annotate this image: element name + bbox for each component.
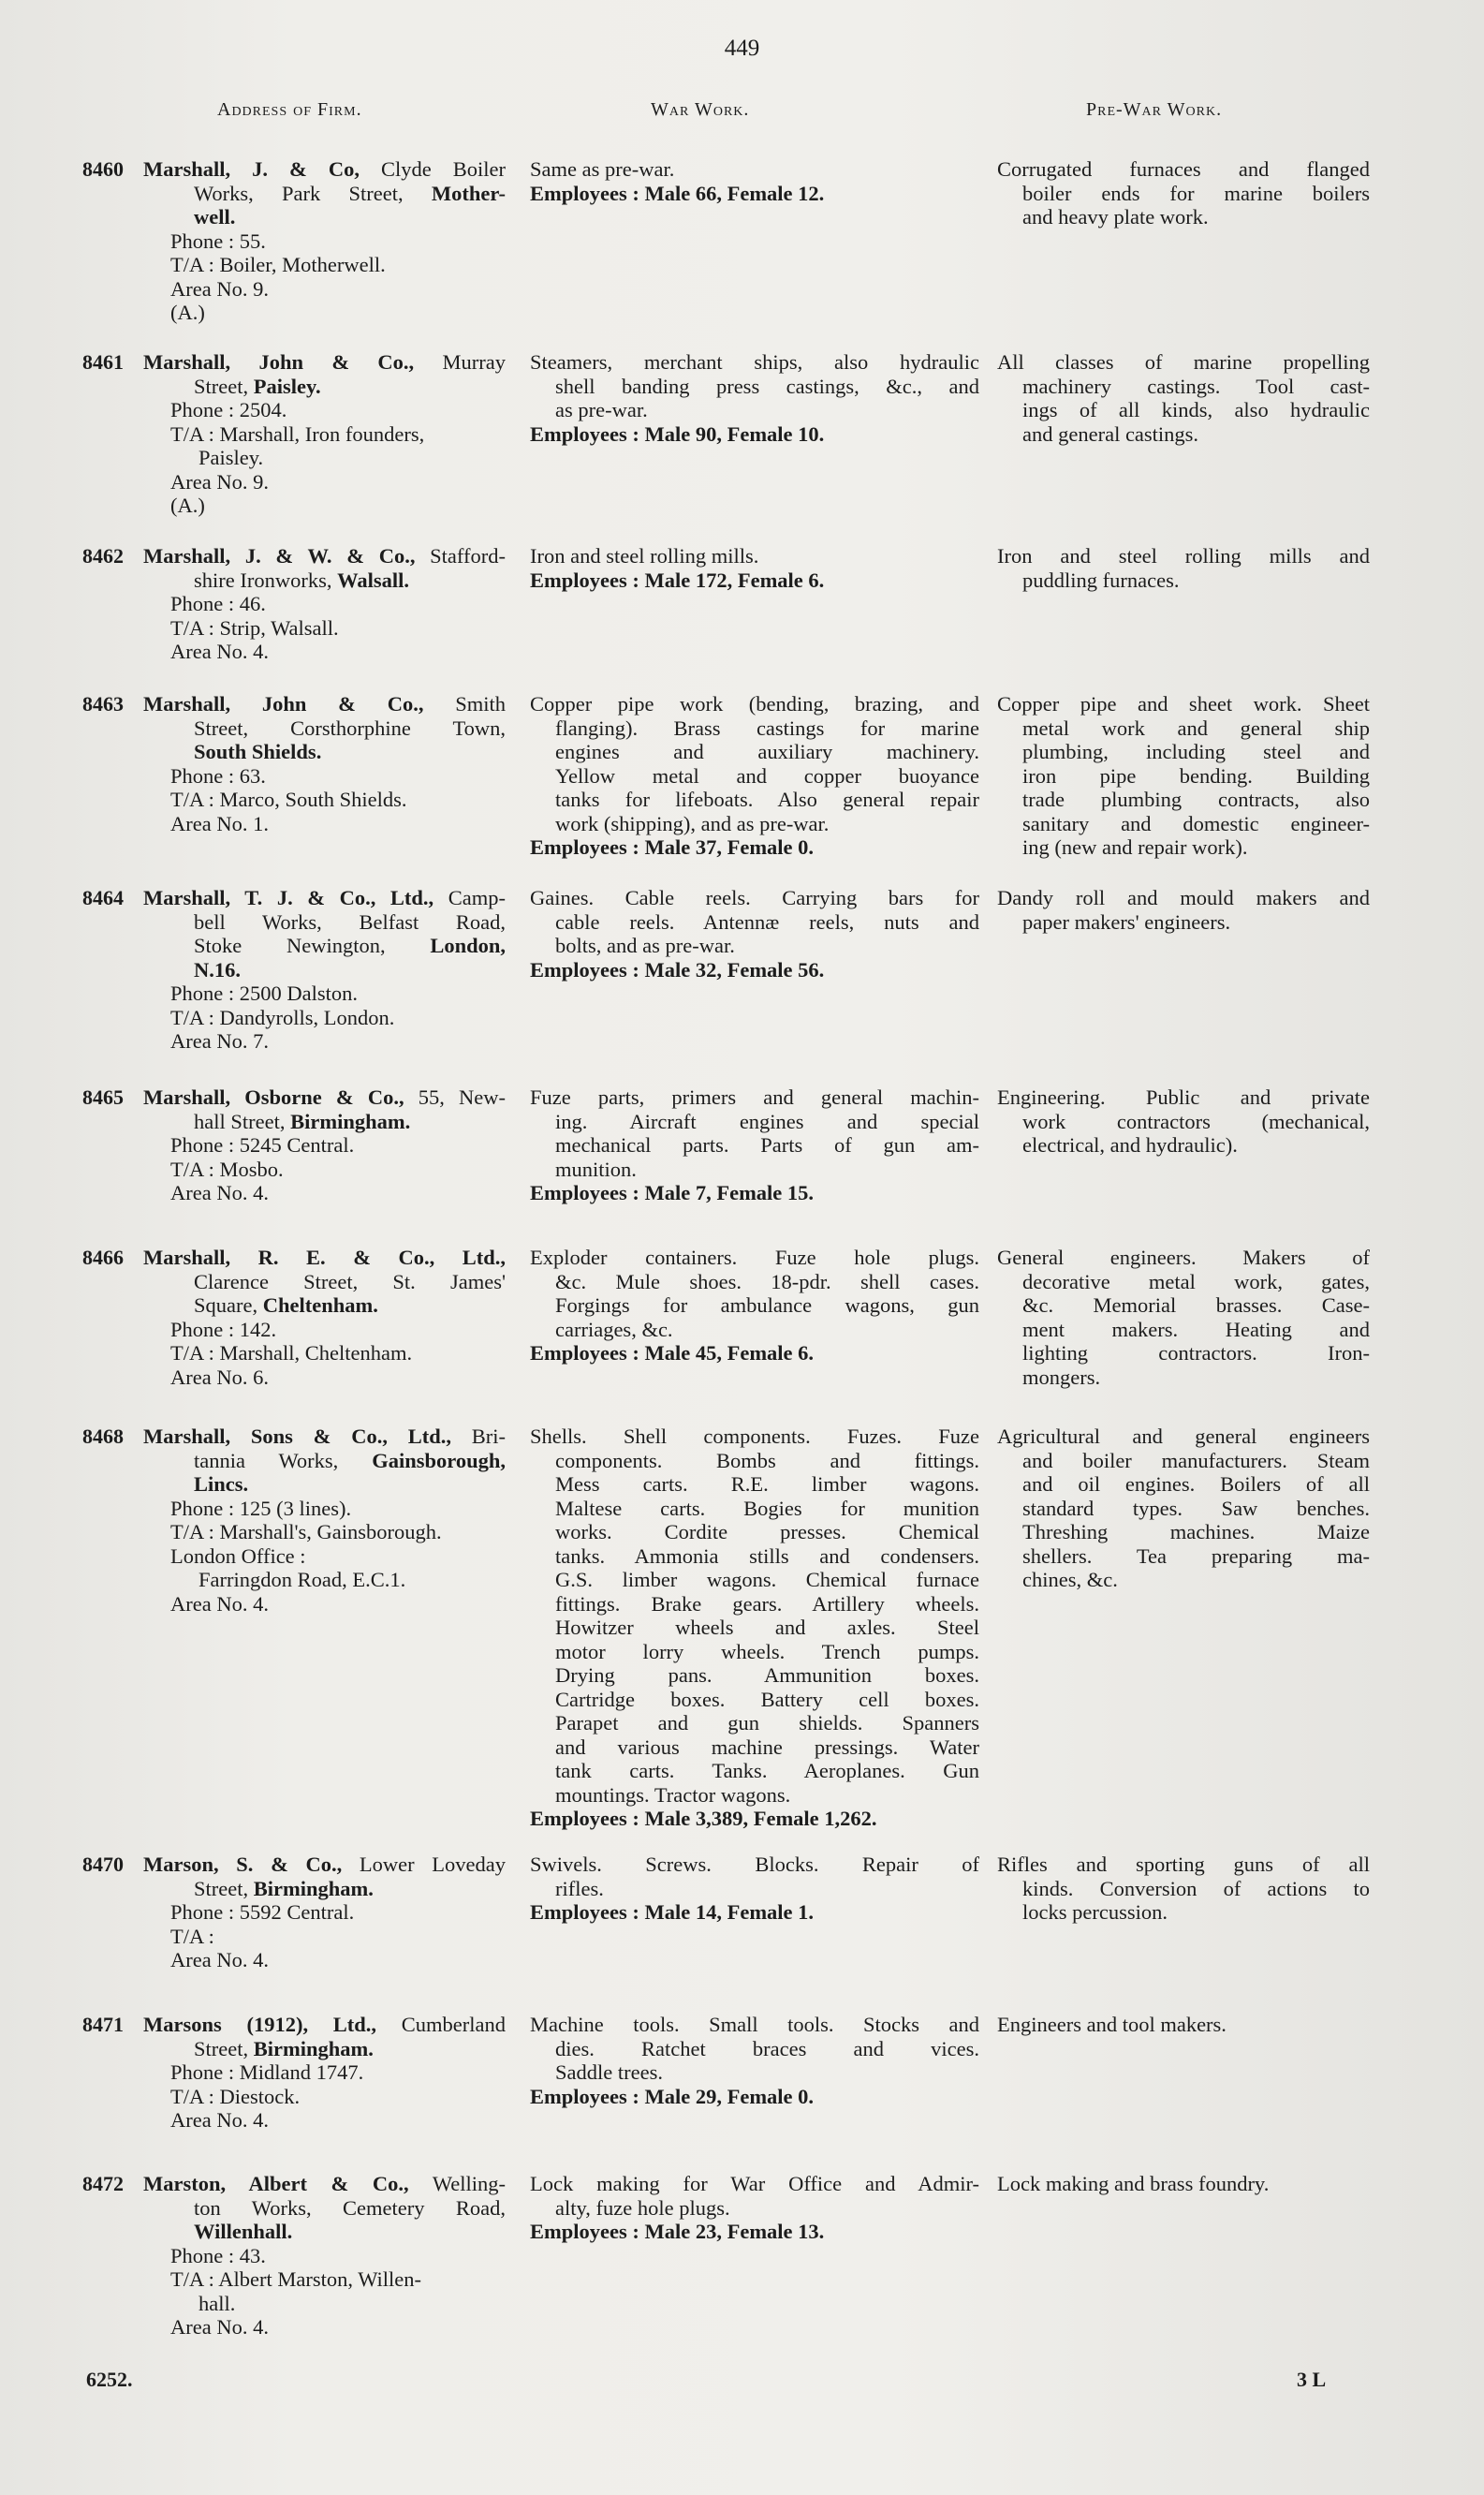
war-work-line: carriages, &c.: [555, 1317, 673, 1341]
prewar-work: [997, 2013, 1370, 2037]
detail-line: Area No. 7.: [170, 1029, 269, 1053]
prewar-work: [997, 544, 1370, 592]
address-text: shire Ironworks,: [194, 568, 338, 592]
firm-name-bold: Birmingham.: [253, 1876, 374, 1900]
detail-line: hall.: [198, 2291, 236, 2315]
war-work-line: Drying pans. Ammunition boxes.: [555, 1663, 979, 1687]
war-work-line: Same as pre-war.: [530, 157, 675, 181]
firm-name-bold: N.16.: [194, 957, 241, 982]
war-work-line: dies. Ratchet braces and vices.: [555, 2036, 979, 2060]
war-work-line: Machine tools. Small tools. Stocks and: [530, 2013, 979, 2036]
war-work-line: and various machine pressings. Water: [555, 1735, 979, 1759]
firm-name-bold: Paisley.: [253, 374, 321, 398]
war-work: [530, 692, 979, 860]
war-work: [530, 1246, 979, 1366]
firm-name-bold: Marshall, Osborne & Co.,: [143, 1085, 404, 1109]
address-text: Street,: [194, 374, 254, 398]
war-work-line: Maltese carts. Bogies for munition: [555, 1496, 979, 1520]
firm-name-bold: Gainsborough,: [372, 1448, 506, 1472]
prewar-work-line: ings of all kinds, also hydraulic: [1022, 398, 1370, 421]
prewar-work-line: Iron and steel rolling mills and: [997, 544, 1370, 568]
firm-name-bold: Marshall, J. & W. & Co.,: [143, 544, 416, 568]
detail-line: Phone : 55.: [170, 229, 266, 253]
prewar-work-line: work contractors (mechanical,: [1022, 1109, 1370, 1133]
prewar-work-line: Engineers and tool makers.: [997, 2013, 1227, 2036]
war-work-line: Gaines. Cable reels. Carrying bars for: [530, 886, 979, 909]
address-text: ton Works, Cemetery Road,: [194, 2195, 506, 2220]
entry-number: 8463: [82, 692, 124, 716]
address-line: [143, 182, 506, 206]
prewar-work-line: decorative metal work, gates,: [1022, 1269, 1370, 1293]
firm-details: [170, 398, 536, 518]
war-work-line: engines and auxiliary machinery.: [555, 740, 979, 763]
address-text: Street,: [194, 1876, 254, 1900]
prewar-work-line: Agricultural and general engineers: [997, 1425, 1370, 1448]
column-header-address: Address of Firm.: [217, 99, 362, 120]
address-text: Clarence Street, St. James': [194, 1269, 506, 1293]
war-work-line: munition.: [555, 1157, 637, 1181]
firm-name-bold: South Shields.: [194, 740, 322, 763]
address-text: Camp-: [433, 886, 506, 909]
address-line: [143, 1110, 506, 1134]
war-work-line: Copper pipe work (bending, brazing, and: [530, 692, 979, 716]
detail-line: Area No. 4.: [170, 2108, 269, 2132]
firm-details: [170, 1318, 536, 1390]
prewar-work-line: and general castings.: [1022, 421, 1199, 446]
prewar-work-line: Lock making and brass foundry.: [997, 2172, 1270, 2195]
address-line: [143, 1270, 506, 1294]
firm-address: [143, 544, 506, 592]
address-text: Bri-: [450, 1425, 506, 1448]
address-text: Works, Park Street,: [194, 181, 432, 205]
address-line: [143, 910, 506, 935]
address-text: Stafford-: [415, 544, 506, 568]
detail-line: Area No. 9.: [170, 276, 269, 301]
entry-number: 8465: [82, 1085, 124, 1109]
war-work-line: Saddle trees.: [555, 2060, 663, 2084]
war-work-line: rifles.: [555, 1876, 604, 1900]
war-work-line: Cartridge boxes. Battery cell boxes.: [555, 1687, 979, 1711]
detail-line: T/A : Marshall, Cheltenham.: [170, 1341, 413, 1365]
firm-address: [143, 886, 506, 982]
firm-address: [143, 1246, 506, 1318]
footer-code: 6252.: [86, 2368, 133, 2391]
firm-name-bold: Marsons (1912), Ltd.,: [143, 2013, 377, 2036]
prewar-work-line: lighting contractors. Iron-: [1022, 1341, 1370, 1365]
employees-count: Employees : Male 29, Female 0.: [530, 2084, 815, 2108]
firm-name-bold: Marston, Albert & Co.,: [143, 2172, 409, 2195]
firm-address: [143, 1425, 506, 1497]
prewar-work-line: Threshing machines. Maize: [1022, 1520, 1370, 1543]
detail-line: T/A : Strip, Walsall.: [170, 615, 339, 640]
detail-line: London Office :: [170, 1543, 306, 1568]
detail-line: Phone : 142.: [170, 1317, 277, 1341]
war-work-line: components. Bombs and fittings.: [555, 1448, 979, 1472]
address-text: Street, Corsthorphine Town,: [194, 716, 506, 740]
war-work-line: shell banding press castings, &c., and: [555, 374, 979, 398]
firm-name-bold: Birmingham.: [290, 1109, 411, 1133]
war-work-line: Forgings for ambulance wagons, gun: [555, 1293, 979, 1317]
firm-name-bold: Marshall, T. J. & Co., Ltd.,: [143, 886, 434, 909]
detail-line: T/A : Marshall's, Gainsborough.: [170, 1520, 442, 1543]
entry-number: 8470: [82, 1853, 124, 1876]
detail-line: T/A : Dandyrolls, London.: [170, 1005, 395, 1029]
firm-details: [170, 764, 536, 836]
firm-details: [170, 229, 536, 325]
employees-count: Employees : Male 66, Female 12.: [530, 181, 825, 205]
war-work-line: fittings. Brake gears. Artillery wheels.: [555, 1591, 979, 1616]
firm-name-bold: Marshall, J. & Co,: [143, 157, 360, 181]
prewar-work-line: metal work and general ship: [1022, 716, 1370, 740]
firm-name-bold: Marson, S. & Co.,: [143, 1853, 343, 1876]
detail-line: Paisley.: [198, 446, 264, 469]
firm-details: [170, 592, 536, 664]
detail-line: T/A :: [170, 1924, 214, 1948]
war-work-line: Howitzer wheels and axles. Steel: [555, 1616, 979, 1639]
detail-line: Phone : 2500 Dalston.: [170, 982, 358, 1005]
detail-line: T/A : Diestock.: [170, 2084, 301, 2108]
firm-details: [170, 1133, 536, 1205]
war-work-line: Iron and steel rolling mills.: [530, 544, 759, 568]
address-line: [143, 1449, 506, 1473]
address-line: [143, 1293, 506, 1318]
prewar-work: [997, 1425, 1370, 1592]
address-line: [143, 2196, 506, 2221]
war-work-line: Mess carts. R.E. limber wagons.: [555, 1472, 979, 1496]
war-work: [530, 886, 979, 982]
detail-line: Phone : 5592 Central.: [170, 1900, 355, 1924]
address-line: [143, 1246, 506, 1270]
address-line: [143, 544, 506, 568]
detail-line: Area No. 4.: [170, 1591, 269, 1616]
address-text: Murray: [414, 350, 506, 374]
entry-number: 8466: [82, 1246, 124, 1269]
prewar-work-line: sanitary and domestic engineer-: [1022, 811, 1370, 835]
address-text: tannia Works,: [194, 1448, 373, 1472]
prewar-work-line: Rifles and sporting guns of all: [997, 1853, 1370, 1876]
firm-name-bold: Marshall, John & Co.,: [143, 692, 424, 716]
detail-line: Phone : Midland 1747.: [170, 2060, 364, 2084]
firm-name-bold: Marshall, R. E. & Co., Ltd.,: [143, 1246, 506, 1269]
address-line: [143, 2037, 506, 2061]
prewar-work: [997, 692, 1370, 860]
prewar-work-line: puddling furnaces.: [1022, 568, 1180, 592]
prewar-work: [997, 2172, 1370, 2196]
address-text: 55, New-: [404, 1085, 507, 1109]
detail-line: T/A : Boiler, Motherwell.: [170, 253, 386, 276]
firm-details: [170, 2244, 536, 2340]
war-work-line: mountings. Tractor wagons.: [555, 1782, 791, 1807]
war-work-line: flanging). Brass castings for marine: [555, 716, 979, 740]
firm-details: [170, 982, 536, 1054]
detail-line: Phone : 2504.: [170, 398, 287, 421]
address-text: Square,: [194, 1293, 263, 1317]
war-work: [530, 544, 979, 592]
firm-address: [143, 2172, 506, 2244]
detail-line: Area No. 4.: [170, 1948, 269, 1971]
detail-line: Area No. 4.: [170, 1181, 269, 1204]
firm-name-bold: Walsall.: [337, 568, 410, 592]
firm-name-bold: Willenhall.: [194, 2220, 293, 2243]
prewar-work: [997, 1246, 1370, 1389]
prewar-work-line: and heavy plate work.: [1022, 205, 1209, 229]
prewar-work-line: trade plumbing contracts, also: [1022, 788, 1370, 811]
prewar-work-line: locks percussion.: [1022, 1900, 1168, 1924]
war-work: [530, 2172, 979, 2244]
page-number: 449: [724, 36, 760, 61]
firm-address: [143, 692, 506, 764]
address-line: [143, 2013, 506, 2037]
war-work: [530, 1853, 979, 1925]
detail-line: (A.): [170, 494, 205, 517]
prewar-work-line: machinery castings. Tool cast-: [1022, 374, 1370, 398]
prewar-work: [997, 1853, 1370, 1925]
detail-line: Area No. 4.: [170, 2315, 269, 2339]
firm-name-bold: Birmingham.: [253, 2036, 374, 2060]
address-text: Stoke Newington,: [194, 934, 431, 957]
war-work-line: work (shipping), and as pre-war.: [555, 811, 830, 835]
detail-line: Area No. 6.: [170, 1365, 269, 1389]
war-work-line: G.S. limber wagons. Chemical furnace: [555, 1568, 979, 1591]
address-line: [143, 568, 506, 593]
address-line: [143, 350, 506, 375]
address-text: Smith: [423, 692, 506, 716]
war-work-line: alty, fuze hole plugs.: [555, 2195, 730, 2220]
address-line: [143, 205, 506, 229]
prewar-work-line: boiler ends for marine boilers: [1022, 181, 1370, 205]
employees-count: Employees : Male 7, Female 15.: [530, 1181, 815, 1204]
war-work-line: tank carts. Tanks. Aeroplanes. Gun: [555, 1759, 979, 1782]
address-text: Cumberland: [376, 2013, 507, 2036]
prewar-work-line: mongers.: [1022, 1365, 1101, 1389]
detail-line: (A.): [170, 301, 205, 324]
detail-line: Area No. 4.: [170, 640, 269, 663]
address-line: [143, 958, 506, 982]
war-work-line: Fuze parts, primers and general machin-: [530, 1085, 979, 1109]
column-header-prewar-work: Pre-War Work.: [1086, 99, 1223, 120]
detail-line: Area No. 1.: [170, 811, 269, 835]
address-line: [143, 1853, 506, 1877]
entry-number: 8464: [82, 886, 124, 909]
employees-count: Employees : Male 14, Female 1.: [530, 1900, 815, 1924]
prewar-work-line: plumbing, including steel and: [1022, 740, 1370, 763]
address-line: [143, 740, 506, 764]
prewar-work-line: General engineers. Makers of: [997, 1246, 1370, 1269]
entry-number: 8471: [82, 2013, 124, 2036]
war-work-line: cable reels. Antennæ reels, nuts and: [555, 909, 979, 934]
firm-details: [170, 1497, 536, 1617]
prewar-work-line: Copper pipe and sheet work. Sheet: [997, 692, 1370, 716]
prewar-work-line: chines, &c.: [1022, 1568, 1118, 1591]
war-work-line: Steamers, merchant ships, also hydraulic: [530, 350, 979, 374]
war-work: [530, 1425, 979, 1831]
employees-count: Employees : Male 32, Female 56.: [530, 957, 825, 982]
footer-signature: 3 L: [1297, 2368, 1327, 2391]
address-text: Welling-: [408, 2172, 506, 2195]
firm-address: [143, 157, 506, 229]
entry-number: 8468: [82, 1425, 124, 1448]
employees-count: Employees : Male 37, Female 0.: [530, 835, 815, 859]
address-text: bell Works, Belfast Road,: [194, 909, 506, 934]
firm-name-bold: London,: [430, 934, 506, 957]
address-text: Clyde Boiler: [359, 157, 506, 181]
war-work-line: &c. Mule shoes. 18-pdr. shell cases.: [555, 1269, 979, 1293]
detail-line: Phone : 63.: [170, 763, 266, 788]
address-line: [143, 2220, 506, 2244]
war-work-line: motor lorry wheels. Trench pumps.: [555, 1639, 979, 1663]
firm-address: [143, 1853, 506, 1900]
employees-count: Employees : Male 45, Female 6.: [530, 1341, 815, 1365]
detail-line: T/A : Marco, South Shields.: [170, 788, 407, 811]
war-work: [530, 350, 979, 446]
address-line: [143, 692, 506, 716]
firm-details: [170, 1900, 536, 1972]
war-work-line: ing. Aircraft engines and special: [555, 1109, 979, 1133]
firm-name-bold: Marshall, Sons & Co., Ltd.,: [143, 1425, 451, 1448]
prewar-work: [997, 350, 1370, 446]
address-line: [143, 1877, 506, 1901]
war-work: [530, 1085, 979, 1205]
firm-details: [170, 2060, 536, 2133]
detail-line: Phone : 46.: [170, 592, 266, 615]
firm-name-bold: Cheltenham.: [262, 1293, 378, 1317]
detail-line: Farringdon Road, E.C.1.: [198, 1568, 406, 1591]
employees-count: Employees : Male 90, Female 10.: [530, 421, 825, 446]
address-line: [143, 1425, 506, 1449]
prewar-work-line: and oil engines. Boilers of all: [1022, 1472, 1370, 1496]
address-line: [143, 1472, 506, 1497]
detail-line: Phone : 5245 Central.: [170, 1133, 355, 1157]
war-work-line: Lock making for War Office and Admir-: [530, 2172, 979, 2195]
prewar-work-line: Dandy roll and mould makers and: [997, 886, 1370, 909]
address-line: [143, 1085, 506, 1110]
firm-address: [143, 2013, 506, 2060]
prewar-work-line: Engineering. Public and private: [997, 1085, 1370, 1109]
war-work-line: Yellow metal and copper buoyance: [555, 763, 979, 788]
employees-count: Employees : Male 172, Female 6.: [530, 568, 825, 592]
entry-number: 8462: [82, 544, 124, 568]
firm-name-bold: Lincs.: [194, 1472, 249, 1496]
prewar-work-line: ment makers. Heating and: [1022, 1317, 1370, 1341]
detail-line: Phone : 43.: [170, 2243, 266, 2267]
detail-line: T/A : Mosbo.: [170, 1157, 284, 1181]
entry-number: 8472: [82, 2172, 124, 2195]
address-line: [143, 934, 506, 958]
entry-number: 8461: [82, 350, 124, 374]
prewar-work-line: paper makers' engineers.: [1022, 909, 1231, 934]
detail-line: T/A : Marshall, Iron founders,: [170, 421, 425, 446]
prewar-work-line: kinds. Conversion of actions to: [1022, 1876, 1370, 1900]
column-header-war-work: War Work.: [651, 99, 750, 120]
address-line: [143, 157, 506, 182]
prewar-work-line: iron pipe bending. Building: [1022, 763, 1370, 788]
war-work-line: works. Cordite presses. Chemical: [555, 1520, 979, 1543]
war-work-line: Parapet and gun shields. Spanners: [555, 1711, 979, 1735]
detail-line: T/A : Albert Marston, Willen-: [170, 2267, 422, 2291]
prewar-work: [997, 1085, 1370, 1158]
firm-name-bold: Marshall, John & Co.,: [143, 350, 415, 374]
address-text: Street,: [194, 2036, 254, 2060]
prewar-work-line: ing (new and repair work).: [1022, 835, 1248, 859]
address-line: [143, 2172, 506, 2196]
war-work-line: Swivels. Screws. Blocks. Repair of: [530, 1853, 979, 1876]
prewar-work-line: Corrugated furnaces and flanged: [997, 157, 1370, 181]
war-work-line: bolts, and as pre-war.: [555, 934, 735, 957]
address-text: hall Street,: [194, 1109, 291, 1133]
prewar-work-line: &c. Memorial brasses. Case-: [1022, 1293, 1370, 1317]
war-work-line: Exploder containers. Fuze hole plugs.: [530, 1246, 979, 1269]
prewar-work: [997, 157, 1370, 229]
employees-count: Employees : Male 23, Female 13.: [530, 2220, 825, 2243]
prewar-work-line: electrical, and hydraulic).: [1022, 1133, 1238, 1157]
war-work-line: tanks. Ammonia stills and condensers.: [555, 1543, 979, 1568]
prewar-work-line: All classes of marine propelling: [997, 350, 1370, 374]
address-line: [143, 375, 506, 399]
address-text: Lower Loveday: [342, 1853, 506, 1876]
entry-number: 8460: [82, 157, 124, 181]
prewar-work-line: shellers. Tea preparing ma-: [1022, 1543, 1370, 1568]
employees-count: Employees : Male 3,389, Female 1,262.: [530, 1807, 877, 1830]
war-work-line: Shells. Shell components. Fuzes. Fuze: [530, 1425, 979, 1448]
war-work-line: mechanical parts. Parts of gun am-: [555, 1133, 979, 1157]
firm-name-bold: Mother-: [431, 181, 506, 205]
detail-line: Area No. 9.: [170, 469, 269, 494]
war-work: [530, 2013, 979, 2108]
prewar-work-line: standard types. Saw benches.: [1022, 1496, 1370, 1520]
firm-address: [143, 350, 506, 398]
address-line: [143, 886, 506, 910]
prewar-work-line: and boiler manufacturers. Steam: [1022, 1448, 1370, 1472]
firm-name-bold: well.: [194, 205, 236, 229]
firm-address: [143, 1085, 506, 1133]
war-work: [530, 157, 979, 205]
address-line: [143, 716, 506, 741]
war-work-line: as pre-war.: [555, 398, 648, 421]
war-work-line: tanks for lifeboats. Also general repair: [555, 788, 979, 811]
prewar-work: [997, 886, 1370, 934]
detail-line: Phone : 125 (3 lines).: [170, 1496, 352, 1520]
